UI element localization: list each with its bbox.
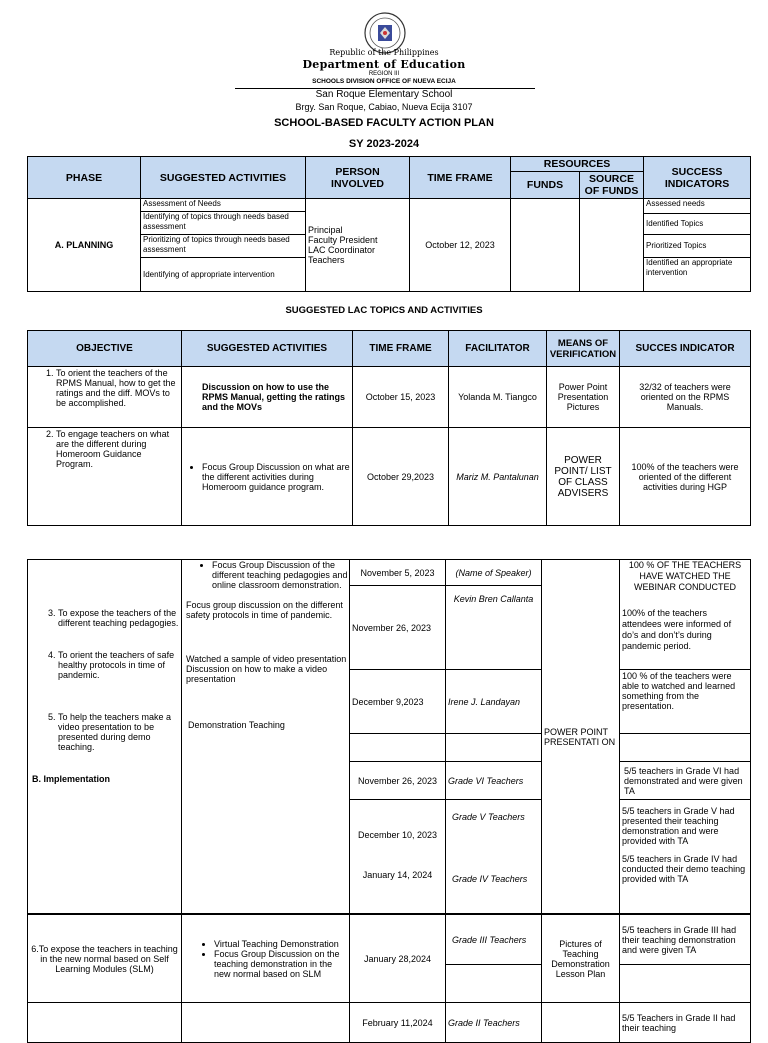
header-source: SOURCE OF FUNDS [580, 172, 644, 199]
time-item: December 10, 2023 [357, 830, 438, 840]
header-lac-activities: SUGGESTED ACTIVITIES [182, 331, 353, 367]
activity-item: Prioritizing of topics through needs based assessment [141, 235, 305, 258]
phase-cell: A. PLANNING [28, 199, 141, 292]
indicator-item: 100 % OF THE TEACHERS HAVE WATCHED THE WEBINAR CONDUCTED [628, 560, 742, 592]
objective-item: 3. To expose the teachers of the different teaching pedagogies. [58, 608, 181, 628]
time-cell: December 9,2023 [350, 670, 446, 734]
indicator-cell: 5/5 teachers in Grade III had their teaching demonstration and were given TA [620, 915, 751, 965]
objective-item: 1. To orient the teachers of the RPMS Manual, how to get the ratings and the diff. MOVs to be accomplished. [56, 368, 179, 408]
indicator-cell: 32/32 of teachers were oriented on the RPMS Manuals. [620, 367, 751, 428]
person-item: Teachers [308, 255, 345, 265]
header-lac-time: TIME FRAME [353, 331, 449, 367]
facilitator-cell-empty [446, 965, 542, 1003]
activity-item: • Focus Group Discussion of the different teaching pedagogies and online classroom demonstration. [212, 560, 349, 590]
implementation-objectives-cell [28, 560, 182, 914]
header-resources: RESOURCES [511, 157, 644, 172]
funds-cell [511, 199, 580, 292]
time-cell: October 12, 2023 [410, 199, 511, 292]
indicators-cell [644, 199, 751, 292]
person-item: Principal [308, 225, 343, 235]
header-activities: SUGGESTED ACTIVITIES [141, 157, 306, 199]
indicator-item: Prioritized Topics [644, 235, 750, 258]
header-success: SUCCESS INDICATORS [644, 157, 751, 199]
activity-item: Focus group discussion on the different safety protocols in time of pandemic. [186, 600, 343, 620]
time-cell: October 15, 2023 [353, 367, 449, 428]
activity-item: Identifying of appropriate intervention [143, 270, 275, 279]
objective-cell: 6.To expose the teachers in teaching in the new normal based on Self Learning Modules (SLM) [28, 915, 182, 1003]
division-label: SCHOOLS DIVISION OFFICE OF NUEVA ECIJA [312, 78, 456, 85]
objective-cell [28, 428, 182, 526]
indicator-cell: 5/5 teachers in Grade VI had demonstrated and were given TA [620, 762, 751, 800]
implementation-table [27, 559, 751, 914]
indicator-item: Identified an appropriate intervention [646, 258, 733, 277]
source-cell [580, 199, 644, 292]
facilitator-cell-empty [446, 734, 542, 762]
region-label: REGION III [368, 71, 400, 77]
republic-label: Republic of the Philippines [329, 48, 439, 57]
indicator-item: Identified Topics [644, 214, 750, 235]
person-item: LAC Coordinator [308, 245, 376, 255]
school-name: San Roque Elementary School [315, 89, 453, 100]
activity-cell [182, 428, 353, 526]
time-cell: February 11,2024 [350, 1003, 446, 1043]
objective-item: 4. To orient the teachers of safe healthy protocols in time of pandemic. [58, 650, 181, 680]
header-phase: PHASE [28, 157, 141, 199]
indicator-cell: 5/5 Teachers in Grade II had their teaching [620, 1003, 751, 1043]
header-person: PERSON INVOLVED [306, 157, 410, 199]
time-cell: November 26, 2023 [350, 586, 446, 670]
objective-cell-empty [28, 1003, 182, 1043]
facilitator-cell: Grade VI Teachers [446, 762, 542, 800]
indicator-item: Assessed needs [644, 199, 750, 214]
activity-item: • Focus Group Discussion on the teaching demonstration in the new normal based on SLM [214, 949, 347, 979]
activities-cell [141, 199, 306, 292]
time-cell-empty [350, 734, 446, 762]
header-means: MEANS OF VERIFICATION [547, 331, 620, 367]
facilitator-item: Grade IV Teachers [452, 874, 528, 884]
means-cell: POWER POINT/ LIST OF CLASS ADVISERS [547, 428, 620, 526]
department-label: Department of Education [302, 58, 466, 71]
means-cell-empty [542, 1003, 620, 1043]
facilitator-cell: Mariz M. Pantalunan [449, 428, 547, 526]
objective-cell [28, 367, 182, 428]
activity-cell: Discussion on how to use the RPMS Manual, getting the ratings and the MOVs [182, 367, 353, 428]
indicator-cell: 100 % of the teachers were able to watched and learned something from the presentation. [620, 670, 751, 734]
time-cell: October 29,2023 [353, 428, 449, 526]
time-cell: November 26, 2023 [350, 762, 446, 800]
indicator-item: 5/5 teachers in Grade V had presented their teaching demonstration and were provided with TA [622, 806, 735, 846]
lac-section-title: SUGGESTED LAC TOPICS AND ACTIVITIES [285, 305, 483, 316]
persons-cell [306, 199, 410, 292]
indicator-cell-empty [620, 965, 751, 1003]
facilitator-cell: Irene J. Landayan [446, 670, 542, 734]
activity-item: Assessment of Needs [141, 199, 305, 212]
facilitator-cell: Kevin Bren Callanta [446, 586, 542, 670]
lac-table [27, 330, 751, 526]
indicator-cell-empty [620, 734, 751, 762]
header-time: TIME FRAME [410, 157, 511, 199]
facilitator-cell: Grade II Teachers [446, 1003, 542, 1043]
header-indicator: SUCCES INDICATOR [620, 331, 751, 367]
implementation-activities-cell [182, 560, 350, 914]
document-title: SCHOOL-BASED FACULTY ACTION PLAN [274, 117, 494, 129]
header-facilitator: FACILITATOR [449, 331, 547, 367]
facilitator-cell: Grade III Teachers [446, 915, 542, 965]
activity-item: Demonstration Teaching [188, 720, 285, 730]
school-year: SY 2023-2024 [348, 138, 420, 150]
time-cell: January 28,2024 [350, 915, 446, 1003]
phase-label: B. Implementation [32, 774, 111, 784]
indicator-item: 5/5 teachers in Grade IV had conducted their demo teaching provided with TA [622, 854, 746, 884]
activity-cell-empty [182, 1003, 350, 1043]
facilitator-cell: Yolanda M. Tiangco [449, 367, 547, 428]
indicator-cell [620, 560, 751, 670]
activity-item: • Focus Group Discussion on what are the different activities during Homeroom guidance program. [202, 462, 350, 492]
facilitator-cell: (Name of Speaker) [446, 560, 542, 586]
indicator-cell: 100% of the teachers were oriented of the different activities during HGP [620, 428, 751, 526]
activity-item: Watched a sample of video presentation [186, 654, 347, 664]
means-cell: Power Point Presentation Pictures [547, 367, 620, 428]
means-cell: POWER POINT PRESENTATI ON [542, 560, 620, 914]
time-item: January 14, 2024 [362, 870, 433, 880]
means-cell: Pictures of Teaching Demonstration Lesson Plan [542, 915, 620, 1003]
indicator-cell [620, 800, 751, 914]
facilitator-item: Grade V Teachers [452, 812, 525, 822]
planning-table [27, 156, 751, 292]
activity-item: Discussion on how to make a video presentation [186, 664, 328, 684]
activity-cell [182, 915, 350, 1003]
activity-item: • Virtual Teaching Demonstration [214, 939, 347, 949]
header-objective: OBJECTIVE [28, 331, 182, 367]
time-cell: November 5, 2023 [350, 560, 446, 586]
person-item: Faculty President [308, 235, 378, 245]
objective-item: 2. To engage teachers on what are the different during Homeroom Guidance Program. [56, 429, 179, 469]
header-funds: FUNDS [511, 172, 580, 199]
indicator-item: 100% of the teachers attendees were informed of do’s and don’t’s during pandemic period. [622, 608, 732, 651]
facilitator-cell [446, 800, 542, 914]
objective-item: 5. To help the teachers make a video presentation to be presented during demo teaching. [58, 712, 181, 752]
activity-item: Identifying of topics through needs based assessment [141, 212, 305, 235]
school-address: Brgy. San Roque, Cabiao, Nueva Ecija 3107 [295, 102, 473, 112]
time-cell [350, 800, 446, 914]
